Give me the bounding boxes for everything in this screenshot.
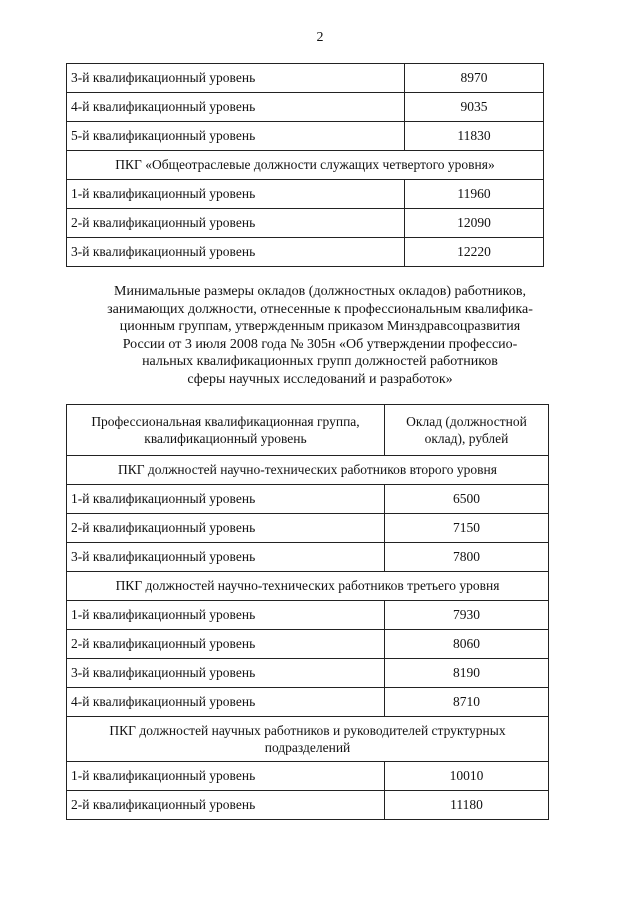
level-label: 2-й квалификационный уровень <box>67 791 385 820</box>
table-row <box>67 238 544 267</box>
column-header-group <box>67 405 385 456</box>
table-row <box>67 543 549 572</box>
column-header-salary <box>385 405 549 456</box>
group-title <box>67 717 549 762</box>
salary-value: 10010 <box>385 762 549 791</box>
table-row <box>67 485 549 514</box>
salary-value: 11960 <box>405 180 544 209</box>
table-row <box>67 762 549 791</box>
caption-line: России от 3 июля 2008 года № 305н «Об утверждении профессио- <box>122 336 518 352</box>
salary-value: 6500 <box>385 485 549 514</box>
salary-value: 9035 <box>405 93 544 122</box>
salary-value: 8060 <box>385 630 549 659</box>
group-row <box>67 717 549 762</box>
header-text: Оклад (должностной <box>406 414 527 429</box>
page-number: 2 <box>316 30 324 45</box>
header-text: Профессиональная квалификационная группа, <box>91 414 360 429</box>
level-label: 3-й квалификационный уровень <box>67 64 405 93</box>
level-label: 1-й квалификационный уровень <box>67 180 405 209</box>
group-title: ПКГ должностей научно-технических работников второго уровня <box>67 456 549 485</box>
table-row <box>67 630 549 659</box>
header-text: оклад), рублей <box>424 431 509 446</box>
salary-table-science <box>66 404 549 820</box>
level-label: 3-й квалификационный уровень <box>67 659 385 688</box>
salary-value: 12090 <box>405 209 544 238</box>
level-label: 1-й квалификационный уровень <box>67 601 385 630</box>
group-row <box>67 456 549 485</box>
level-label: 2-й квалификационный уровень <box>67 514 385 543</box>
caption-line: нальных квалификационных групп должностей работников <box>142 354 498 369</box>
caption-line: сферы научных исследований и разработок» <box>187 371 453 387</box>
group-title: ПКГ «Общеотраслевые должности служащих четвертого уровня» <box>67 151 544 180</box>
table-row <box>67 659 549 688</box>
level-label: 4-й квалификационный уровень <box>67 688 385 717</box>
group-title: ПКГ должностей научно-технических работников третьего уровня <box>67 572 549 601</box>
group-title-line: подразделений <box>264 740 351 755</box>
salary-value: 8710 <box>385 688 549 717</box>
level-label: 1-й квалификационный уровень <box>67 485 385 514</box>
salary-value: 7930 <box>385 601 549 630</box>
level-label: 3-й квалификационный уровень <box>67 543 385 572</box>
level-label: 2-й квалификационный уровень <box>67 630 385 659</box>
table-row <box>67 209 544 238</box>
group-row <box>67 572 549 601</box>
level-label: 3-й квалификационный уровень <box>67 238 405 267</box>
table-row <box>67 601 549 630</box>
salary-table-general <box>66 63 544 267</box>
section-caption <box>70 283 570 388</box>
salary-value: 7150 <box>385 514 549 543</box>
table-row <box>67 688 549 717</box>
salary-value: 11180 <box>385 791 549 820</box>
table-row <box>67 122 544 151</box>
salary-value: 7800 <box>385 543 549 572</box>
group-title-line: ПКГ должностей научных работников и руководителей структурных <box>109 723 506 738</box>
table-row <box>67 64 544 93</box>
header-text: квалификационный уровень <box>144 431 307 446</box>
level-label: 2-й квалификационный уровень <box>67 209 405 238</box>
level-label: 5-й квалификационный уровень <box>67 122 405 151</box>
table-row <box>67 180 544 209</box>
table-row <box>67 791 549 820</box>
caption-line: Минимальные размеры окладов (должностных окладов) работников, <box>114 284 526 299</box>
group-row <box>67 151 544 180</box>
salary-value: 8190 <box>385 659 549 688</box>
salary-value: 12220 <box>405 238 544 267</box>
level-label: 4-й квалификационный уровень <box>67 93 405 122</box>
salary-value: 11830 <box>405 122 544 151</box>
header-row <box>67 405 549 456</box>
caption-line: ционным группам, утвержденным приказом Минздравсоцразвития <box>119 319 521 334</box>
table-row <box>67 514 549 543</box>
salary-value: 8970 <box>405 64 544 93</box>
caption-line: занимающих должности, отнесенные к профессиональным квалифика- <box>107 301 533 317</box>
level-label: 1-й квалификационный уровень <box>67 762 385 791</box>
table-row <box>67 93 544 122</box>
